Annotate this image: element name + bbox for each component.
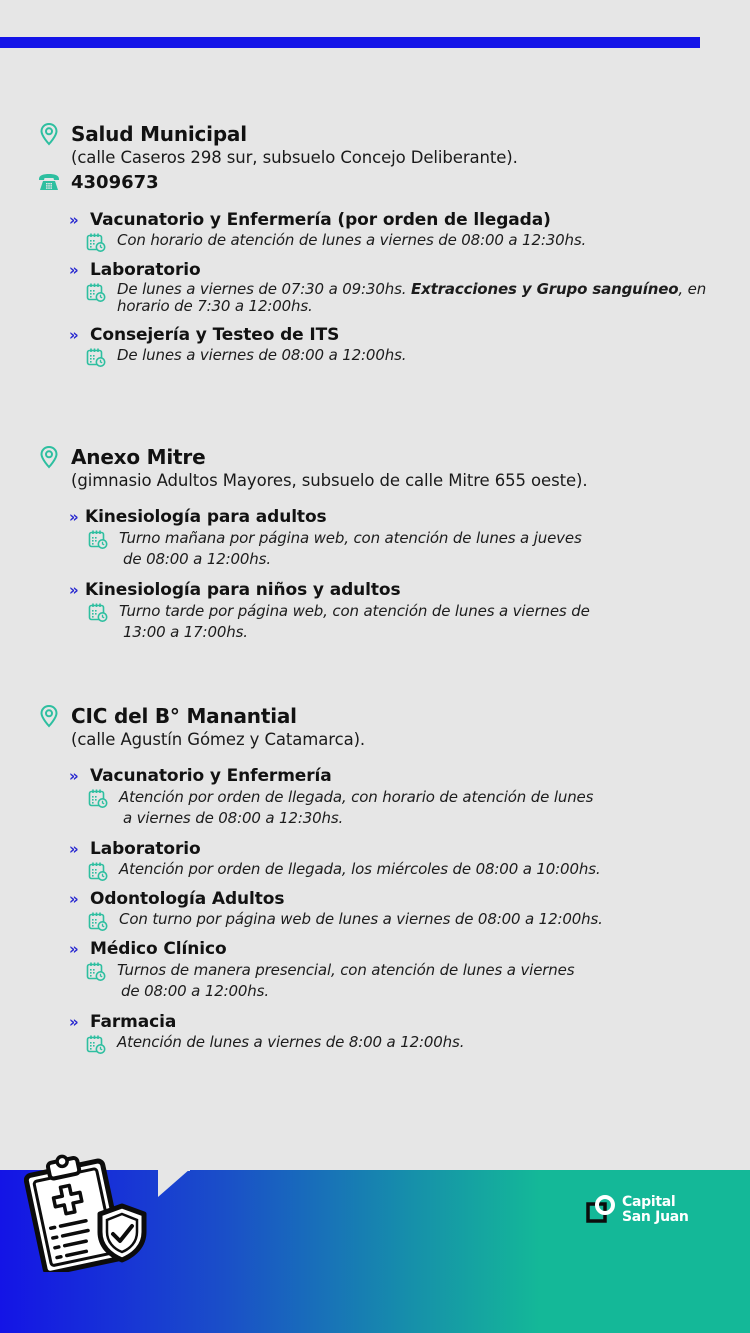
double-chevron-right-icon: » xyxy=(69,1013,79,1031)
telephone-icon xyxy=(38,173,60,191)
service-description: De lunes a viernes de 08:00 a 12:00hs. xyxy=(117,346,407,364)
footer-notch-shape xyxy=(158,1169,190,1197)
service-description: Atención por orden de llegada, con horario de atención de lunes xyxy=(119,788,594,806)
location-address: (gimnasio Adultos Mayores, subsuelo de calle Mitre 655 oeste). xyxy=(71,471,588,490)
calendar-clock-icon xyxy=(86,1034,106,1054)
service-item xyxy=(38,938,718,1002)
calendar-clock-icon xyxy=(88,602,108,622)
phone-row xyxy=(38,171,718,195)
calendar-clock-icon xyxy=(86,232,106,252)
location-header xyxy=(38,704,718,751)
double-chevron-right-icon: » xyxy=(69,211,79,229)
service-title: Laboratorio xyxy=(90,839,201,859)
calendar-clock-icon xyxy=(88,529,108,549)
service-description-cont: de 08:00 a 12:00hs. xyxy=(121,982,269,1000)
calendar-clock-icon xyxy=(86,282,106,302)
service-description: Atención de lunes a viernes de 8:00 a 12:00hs. xyxy=(117,1033,465,1051)
service-title: Vacunatorio y Enfermería (por orden de llegada) xyxy=(90,210,551,230)
location-salud-municipal xyxy=(38,122,718,374)
double-chevron-right-icon: » xyxy=(69,890,79,908)
service-title: Farmacia xyxy=(90,1012,177,1032)
service-description-cont: , en horario de 7:30 a 12:00hs. xyxy=(117,280,707,315)
service-description: Turno mañana por página web, con atención de lunes a jueves xyxy=(119,529,582,547)
service-item xyxy=(38,259,718,315)
medical-clipboard-shield-icon xyxy=(24,1152,154,1272)
location-name: Salud Municipal xyxy=(71,122,247,146)
calendar-clock-icon xyxy=(86,347,106,367)
service-description: Turno tarde por página web, con atención de lunes a viernes de xyxy=(119,602,590,620)
location-anexo-mitre xyxy=(38,445,718,652)
double-chevron-right-icon: » xyxy=(69,261,79,279)
location-address: (calle Caseros 298 sur, subsuelo Concejo Deliberante). xyxy=(71,148,518,167)
service-item xyxy=(38,324,718,365)
service-title: Kinesiología para niños y adultos xyxy=(85,580,401,600)
service-item xyxy=(38,838,718,879)
double-chevron-right-icon: » xyxy=(69,326,79,344)
service-item xyxy=(38,765,718,829)
double-chevron-right-icon: » xyxy=(69,940,79,958)
location-name: CIC del B° Manantial xyxy=(71,704,297,728)
phone-number: 4309673 xyxy=(71,172,159,193)
service-title: Laboratorio xyxy=(90,260,201,280)
location-header xyxy=(38,122,718,169)
service-title: Consejería y Testeo de ITS xyxy=(90,325,340,345)
location-cic-manantial xyxy=(38,704,718,1061)
service-description-cont: a viernes de 08:00 a 12:30hs. xyxy=(123,809,344,827)
calendar-clock-icon xyxy=(88,861,108,881)
double-chevron-right-icon: » xyxy=(69,840,79,858)
logo-mark-icon xyxy=(586,1194,620,1226)
double-chevron-right-icon: » xyxy=(69,767,79,785)
map-pin-icon xyxy=(38,445,60,469)
location-name: Anexo Mitre xyxy=(71,445,206,469)
double-chevron-right-icon: » xyxy=(69,508,79,526)
services-list xyxy=(38,765,718,1052)
service-item xyxy=(38,506,718,570)
logo-text xyxy=(622,1195,689,1225)
service-description: De lunes a viernes de 07:30 a 09:30hs. xyxy=(117,280,411,298)
calendar-clock-icon xyxy=(88,911,108,931)
location-header xyxy=(38,445,718,492)
map-pin-icon xyxy=(38,704,60,728)
service-title: Odontología Adultos xyxy=(90,889,285,909)
capital-san-juan-logo xyxy=(586,1194,706,1230)
service-description: Turnos de manera presencial, con atención de lunes a viernes xyxy=(117,961,575,979)
logo-line-2: San Juan xyxy=(622,1209,689,1225)
service-title: Vacunatorio y Enfermería xyxy=(90,766,332,786)
service-title: Kinesiología para adultos xyxy=(85,507,327,527)
service-title: Médico Clínico xyxy=(90,939,227,959)
service-item xyxy=(38,1011,718,1052)
service-description-cont: 13:00 a 17:00hs. xyxy=(123,623,248,641)
double-chevron-right-icon: » xyxy=(69,581,79,599)
map-pin-icon xyxy=(38,122,60,146)
top-accent-bar xyxy=(0,37,700,48)
logo-line-1: Capital xyxy=(622,1194,676,1210)
service-description: Con turno por página web de lunes a viernes de 08:00 a 12:00hs. xyxy=(119,910,603,928)
services-list xyxy=(38,506,718,643)
location-address: (calle Agustín Gómez y Catamarca). xyxy=(71,730,366,749)
services-list xyxy=(38,209,718,365)
service-description: Con horario de atención de lunes a viernes de 08:00 a 12:30hs. xyxy=(117,231,587,249)
service-item xyxy=(38,579,718,643)
service-item xyxy=(38,888,718,929)
calendar-clock-icon xyxy=(86,961,106,981)
calendar-clock-icon xyxy=(88,788,108,808)
service-description-highlight: Extracciones y Grupo sanguíneo xyxy=(410,280,679,298)
service-item xyxy=(38,209,718,250)
service-description-cont: de 08:00 a 12:00hs. xyxy=(123,550,271,568)
service-description: Atención por orden de llegada, los miércoles de 08:00 a 10:00hs. xyxy=(119,860,601,878)
